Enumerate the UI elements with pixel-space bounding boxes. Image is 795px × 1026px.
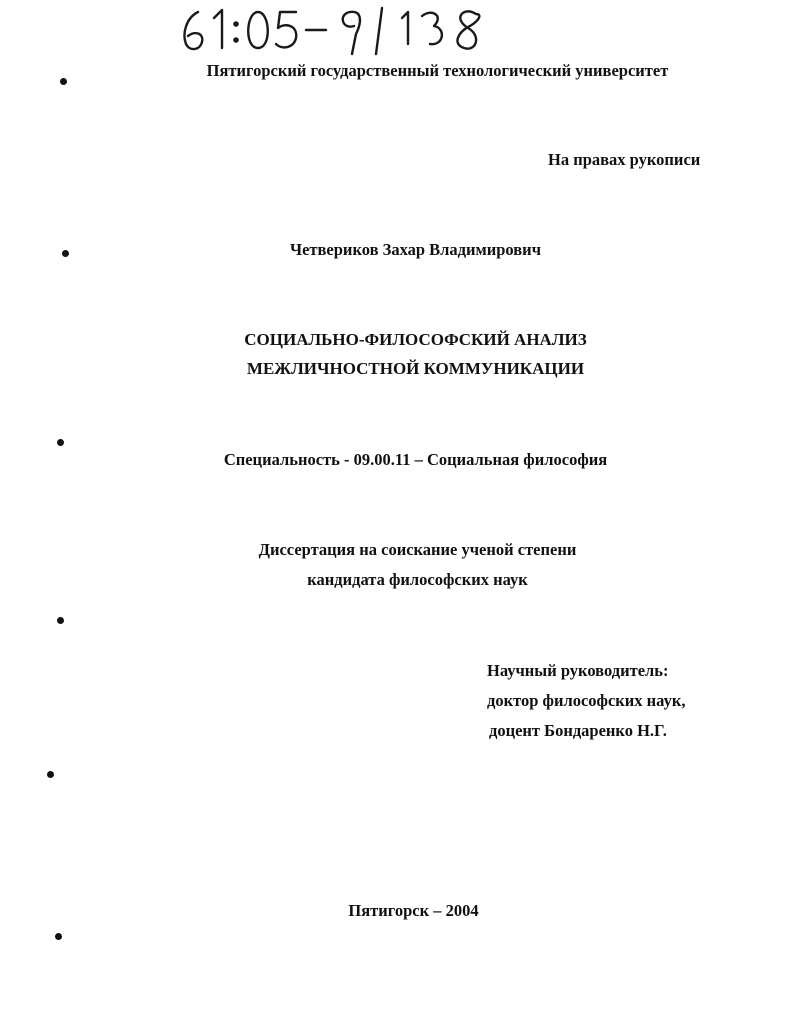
binding-hole-mark (57, 617, 64, 624)
binding-hole-mark (60, 78, 67, 85)
university-name: Пятигорский государственный технологический университет (206, 61, 669, 80)
dissertation-title-line-2: МЕЖЛИЧНОСТНОЙ КОММУНИКАЦИИ (246, 359, 585, 378)
supervisor-degree: доктор философских наук, (487, 691, 686, 710)
handwritten-archive-code (176, 4, 506, 56)
binding-hole-mark (57, 439, 64, 446)
city-year: Пятигорск – 2004 (348, 901, 479, 920)
degree-line-1: Диссертация на соискание ученой степени (258, 540, 577, 559)
rights-note: На правах рукописи (548, 150, 701, 169)
specialty: Специальность - 09.00.11 – Социальная философия (223, 450, 608, 469)
degree-line-2: кандидата философских наук (307, 570, 528, 589)
supervisor-name: доцент Бондаренко Н.Г. (489, 721, 667, 740)
binding-hole-mark (47, 771, 54, 778)
binding-hole-mark (55, 933, 62, 940)
dissertation-title-line-1: СОЦИАЛЬНО-ФИЛОСОФСКИЙ АНАЛИЗ (244, 330, 587, 349)
author-name: Четвериков Захар Владимирович (289, 240, 541, 259)
binding-hole-mark (62, 250, 69, 257)
supervisor-label: Научный руководитель: (487, 661, 669, 680)
